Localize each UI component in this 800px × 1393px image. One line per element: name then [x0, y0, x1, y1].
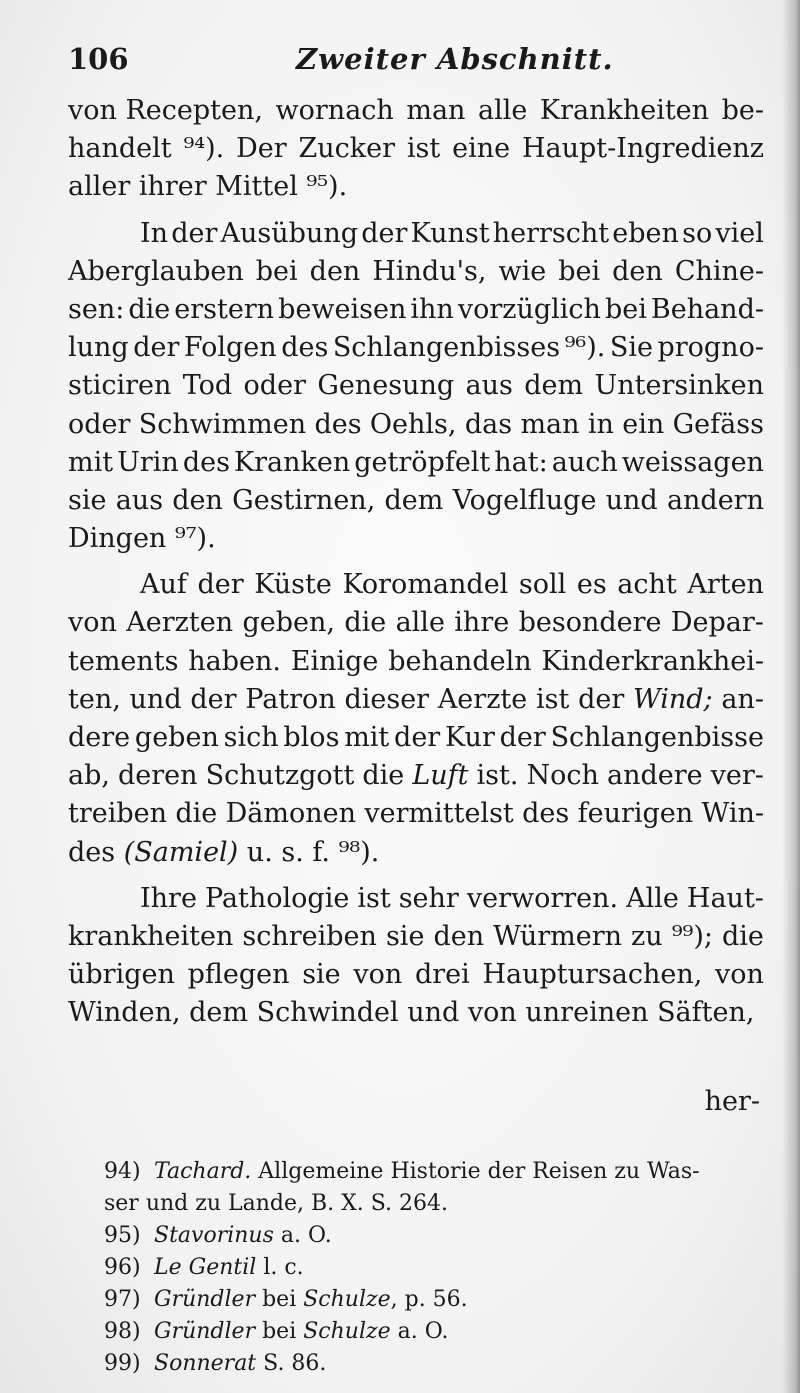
- word: man: [520, 408, 580, 440]
- text-line: [68, 215, 764, 253]
- word: haben.: [188, 645, 282, 677]
- word: Oehls,: [369, 408, 457, 440]
- word: Säften,: [657, 997, 755, 1029]
- word: man: [406, 95, 466, 126]
- word: ab,: [68, 760, 110, 792]
- word: in: [587, 408, 614, 440]
- word: ein: [622, 408, 665, 440]
- word: Schwimmen: [138, 408, 307, 440]
- page-number: 106: [68, 42, 129, 76]
- footnote-author: Le Gentil: [154, 1255, 257, 1280]
- word: der: [394, 722, 441, 753]
- word: sehr: [398, 882, 459, 914]
- text-line: [68, 367, 764, 405]
- text-line: [68, 719, 764, 757]
- word: Gestirnen,: [232, 484, 376, 516]
- word: die: [175, 798, 218, 830]
- word: Ausübung: [220, 217, 359, 249]
- word: Dingen ⁹⁷).: [68, 523, 216, 555]
- word: Aerzte: [437, 683, 528, 715]
- word: mit: [68, 446, 114, 478]
- footnote-author: Sonnerat: [154, 1351, 257, 1376]
- text-line: [68, 643, 764, 681]
- word: In: [140, 217, 169, 249]
- word: erstern: [174, 293, 275, 325]
- word: Sie: [609, 332, 653, 364]
- word: und: [129, 683, 182, 715]
- footnote: [104, 1220, 768, 1252]
- word: acht: [617, 569, 677, 601]
- word: andere: [606, 760, 703, 792]
- word: Schlangenbisse: [550, 722, 764, 753]
- word: vermittelst: [364, 798, 514, 830]
- text-line: [68, 956, 764, 994]
- footnote-author: Schulze: [303, 1287, 391, 1312]
- word: sticiren: [68, 370, 172, 402]
- word: ver-: [710, 760, 764, 792]
- text-line: [68, 880, 764, 918]
- text-line: [68, 482, 764, 520]
- word: alle: [478, 95, 528, 126]
- word: Kinderkrankhei-: [541, 645, 764, 677]
- word: ⁹⁹);: [671, 920, 713, 952]
- word: treiben: [68, 798, 168, 830]
- footnote-number: 99): [104, 1351, 141, 1376]
- word: bei: [604, 293, 647, 325]
- text-line: [68, 291, 764, 329]
- word: wie: [498, 255, 547, 287]
- word: der: [133, 332, 180, 364]
- word: dem: [384, 484, 444, 516]
- word: Koromandel: [342, 569, 509, 601]
- word: von Recepten,: [68, 95, 263, 126]
- word: ten,: [68, 683, 121, 715]
- text-line: [68, 757, 764, 795]
- footnote-text: bei: [262, 1287, 297, 1312]
- word: Untersinken: [594, 370, 764, 402]
- word: dieser: [344, 683, 430, 715]
- page-header: [68, 42, 768, 82]
- text-line: [68, 604, 764, 642]
- footnote-text: a. O.: [397, 1319, 449, 1344]
- word: an-: [721, 683, 764, 715]
- word: Kur: [444, 722, 495, 753]
- word: beweisen: [278, 293, 407, 325]
- text-line: [68, 92, 764, 130]
- text-line: [68, 329, 764, 367]
- footnote-number: 97): [104, 1287, 141, 1312]
- word: Win-: [701, 798, 764, 830]
- word: Gefäss: [672, 408, 764, 440]
- word: Kunst: [410, 217, 490, 249]
- word: Kranken: [233, 446, 351, 478]
- word: besondere: [518, 607, 662, 639]
- word: ist: [357, 882, 391, 914]
- word: den: [612, 255, 663, 287]
- word: die: [344, 607, 387, 639]
- word: des: [182, 446, 230, 478]
- main-text: [68, 92, 764, 1033]
- word: auch: [551, 446, 618, 478]
- word: sie: [385, 920, 425, 952]
- catchword: her-: [704, 1086, 760, 1117]
- word: blos: [283, 722, 340, 753]
- word: be-: [721, 95, 764, 126]
- word: es: [576, 569, 607, 601]
- word: Noch: [526, 760, 599, 792]
- text-line: [68, 566, 764, 604]
- word: herrscht: [492, 217, 610, 249]
- text-line: [68, 253, 764, 291]
- word: ⁹⁴).: [183, 133, 225, 165]
- word: sen:: [68, 293, 125, 325]
- word: oder: [68, 408, 131, 440]
- word: von: [715, 959, 764, 991]
- word: von: [68, 607, 117, 639]
- word: der: [190, 683, 237, 715]
- footnote: [104, 1316, 768, 1348]
- word: Alle: [626, 882, 679, 914]
- word: die: [722, 920, 764, 952]
- word: sie: [68, 484, 107, 516]
- word: und: [605, 484, 658, 516]
- word: dem: [524, 370, 584, 402]
- word: die: [128, 293, 171, 325]
- word: Aerzten: [126, 607, 234, 639]
- word: pflegen: [187, 959, 290, 991]
- word: krankheiten: [68, 920, 234, 952]
- word: der: [361, 217, 408, 249]
- footnote-text: bei: [262, 1319, 297, 1344]
- word: Vogelfluge: [452, 484, 597, 516]
- word: das: [464, 408, 513, 440]
- word: aus: [465, 370, 513, 402]
- word: viel: [715, 217, 764, 249]
- text-line: [68, 406, 764, 444]
- footnote-author: Tachard.: [154, 1159, 252, 1184]
- footnote-number: 95): [104, 1223, 141, 1248]
- text-line: [68, 795, 764, 833]
- paragraph: [68, 215, 764, 559]
- word: den: [309, 255, 361, 287]
- word: ihre: [454, 607, 510, 639]
- word: behandeln: [388, 645, 532, 677]
- word: lung: [68, 332, 129, 364]
- word: hat:: [494, 446, 548, 478]
- word: der: [499, 722, 546, 753]
- word: Winden,: [68, 997, 181, 1029]
- running-head: Zweiter Abschnitt.: [296, 42, 614, 76]
- word: Tod: [182, 370, 233, 402]
- word: Einige: [290, 645, 379, 677]
- footnote-number: 94): [104, 1159, 141, 1184]
- word: Patron: [245, 683, 336, 715]
- footnote-author: Gründler: [154, 1287, 256, 1312]
- word: Küste: [254, 569, 332, 601]
- text-line: [68, 994, 764, 1032]
- word: so: [682, 217, 713, 249]
- word: schreiben: [242, 920, 377, 952]
- word: Dämonen: [225, 798, 357, 830]
- footnote-text: l. c.: [263, 1255, 304, 1280]
- footnote-continuation: ser und zu Lande, B. X. S. 264.: [104, 1191, 449, 1216]
- word: Genesung: [317, 370, 455, 402]
- word: sie: [302, 959, 341, 991]
- word: Pathologie: [204, 882, 350, 914]
- word: dere: [68, 722, 131, 753]
- word: von: [467, 997, 517, 1029]
- word: geben: [134, 722, 219, 753]
- word: Schlangenbisses: [332, 332, 561, 364]
- paragraph: [68, 880, 764, 1033]
- word: geben,: [242, 607, 335, 639]
- word: ihn: [410, 293, 454, 325]
- word: Hindu's,: [372, 255, 487, 287]
- word: sich: [223, 722, 279, 753]
- word: deren: [118, 760, 198, 792]
- paragraph: [68, 92, 764, 207]
- footnote-text: , p. 56.: [390, 1287, 468, 1312]
- word: oder: [243, 370, 306, 402]
- footnote: [104, 1348, 768, 1380]
- word: Luft: [412, 760, 469, 792]
- footnote-number: 98): [104, 1319, 141, 1344]
- word: Urin: [117, 446, 179, 478]
- footnote: [104, 1156, 768, 1188]
- word: Ihre: [140, 882, 197, 914]
- word: ⁹⁶).: [564, 332, 606, 364]
- word: Haupt-Ingredienz: [521, 133, 764, 165]
- word: den: [172, 484, 223, 516]
- text-line: [68, 444, 764, 482]
- word: eine: [452, 133, 511, 165]
- text-line: [68, 834, 764, 872]
- footnote-text: a. O.: [280, 1223, 332, 1248]
- footnote-text: Allgemeine Historie der Reisen zu Was-: [258, 1159, 700, 1184]
- word: ist: [535, 683, 570, 715]
- footnote: [104, 1252, 768, 1284]
- word: verworren.: [466, 882, 619, 914]
- word: des (Samiel) u. s. f. ⁹⁸).: [68, 836, 380, 868]
- text-line: [68, 130, 764, 168]
- word: andern: [666, 484, 764, 516]
- text-line: [68, 918, 764, 956]
- word: der: [578, 683, 625, 715]
- footnotes: [104, 1156, 768, 1380]
- footnote-text: S. 86.: [263, 1351, 327, 1376]
- word: Zucker: [298, 133, 396, 165]
- word: des: [281, 332, 329, 364]
- word: weissagen: [621, 446, 764, 478]
- page-edge-shadow: [782, 0, 800, 1393]
- word: des: [314, 408, 362, 440]
- word: vorzüglich: [457, 293, 601, 325]
- word: Folgen: [183, 332, 277, 364]
- word: aus: [115, 484, 164, 516]
- word: Auf: [140, 569, 187, 601]
- text-line: [68, 681, 764, 719]
- word: dem: [189, 997, 249, 1029]
- word: ist.: [476, 760, 519, 792]
- word: Behand-: [650, 293, 764, 325]
- word: die: [362, 760, 405, 792]
- word: Krankheiten: [539, 95, 710, 126]
- footnote-author: Stavorinus: [154, 1223, 274, 1248]
- word: Aberglauben: [68, 255, 244, 287]
- text-line: [68, 520, 764, 558]
- word: progno-: [657, 332, 764, 364]
- word: eben: [612, 217, 679, 249]
- word: getröpfelt: [354, 446, 491, 478]
- word: der: [171, 217, 218, 249]
- word: bei: [255, 255, 298, 287]
- word: Depar-: [670, 607, 764, 639]
- word: Würmern: [493, 920, 622, 952]
- word: alle: [395, 607, 445, 639]
- paragraph: [68, 566, 764, 872]
- word: drei: [414, 959, 470, 991]
- word: unreinen: [525, 997, 649, 1029]
- word: aller ihrer Mittel ⁹⁵).: [68, 171, 348, 203]
- word: mit: [344, 722, 390, 753]
- word: übrigen: [68, 959, 175, 991]
- word: zu: [631, 920, 663, 952]
- word: Arten: [687, 569, 764, 601]
- word: von: [353, 959, 403, 991]
- text-line: [68, 168, 764, 206]
- footnote: [104, 1284, 768, 1316]
- word: des: [522, 798, 570, 830]
- word: und: [407, 997, 460, 1029]
- footnote-number: 96): [104, 1255, 141, 1280]
- word: Schutzgott: [205, 760, 355, 792]
- word: Der: [236, 133, 287, 165]
- word: soll: [518, 569, 567, 601]
- word: bei: [558, 255, 601, 287]
- word: tements: [68, 645, 179, 677]
- footnote-author: Schulze: [303, 1319, 391, 1344]
- word: handelt: [68, 133, 172, 165]
- word: feurigen: [577, 798, 694, 830]
- word: ist: [406, 133, 441, 165]
- word: Schwindel: [256, 997, 399, 1029]
- word: den: [433, 920, 485, 952]
- word: Hauptursachen,: [482, 959, 703, 991]
- word: Haut-: [686, 882, 764, 914]
- word: Chine-: [674, 255, 764, 287]
- footnote-author: Gründler: [154, 1319, 256, 1344]
- word: wornach: [275, 95, 394, 126]
- word: Wind;: [632, 683, 713, 715]
- word: der: [197, 569, 244, 601]
